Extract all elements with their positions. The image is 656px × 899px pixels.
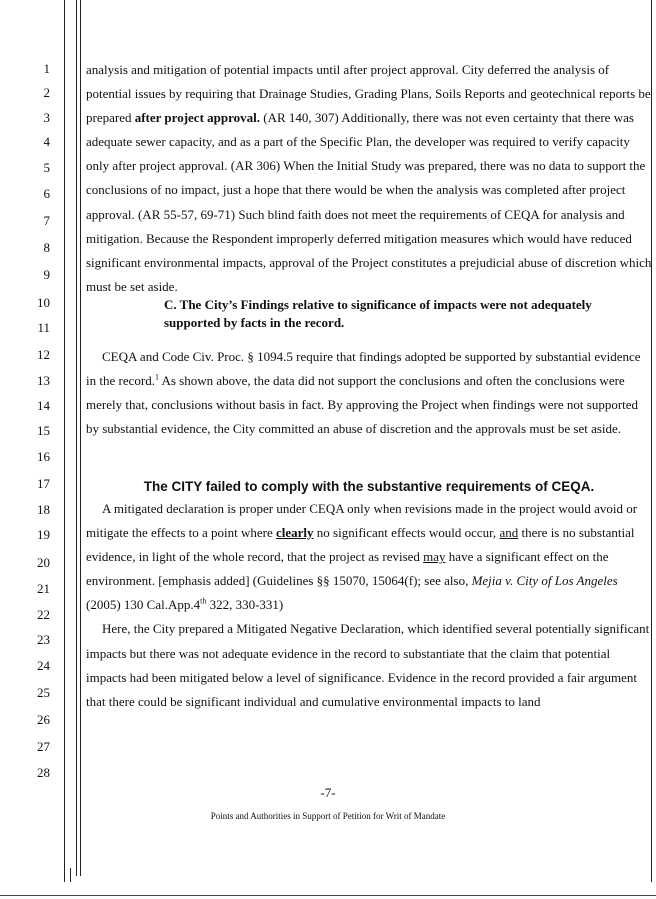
section-heading-ceqa: The CITY failed to comply with the substantive requirements of CEQA. <box>143 479 595 494</box>
line-number: 5 <box>43 160 50 175</box>
section-heading-c: C. The City’s Findings relative to significance of impacts were not adequately supported by facts in the record. <box>164 297 592 330</box>
line-number: 2 <box>43 85 50 100</box>
line-number: 4 <box>43 134 50 149</box>
line-number: 7 <box>43 213 50 228</box>
line-number: 18 <box>37 502 50 517</box>
emphasis-clearly: clearly <box>276 525 314 541</box>
line-number: 27 <box>37 739 50 754</box>
line-number: 24 <box>37 658 50 673</box>
line-number: 19 <box>37 527 50 542</box>
line-number: 8 <box>43 240 50 255</box>
line-number: 14 <box>37 398 50 413</box>
paragraph-mnd: Here, the City prepared a Mitigated Negative Declaration, which identified several potentially significant impacts but there was not adequate evidence in the record to substantiate that the claim that potential impacts had been mitigated below a level of significance. Evidence in the record provided a fair argument that there could be significant individual and cumulative environmental impacts to land <box>86 621 650 709</box>
margin-rule-inner-2 <box>80 0 81 876</box>
line-number: 17 <box>37 476 50 491</box>
bottom-tick-right <box>651 868 652 882</box>
line-number: 12 <box>37 347 50 362</box>
paragraph-text: A mitigated declaration is proper under CEQA only when revisions made in the project would avoid or mitigate the effects to a point where <box>86 501 638 541</box>
line-number: 1 <box>43 61 50 76</box>
line-number: 21 <box>37 581 50 596</box>
line-number: 26 <box>37 712 50 727</box>
bottom-tick-left-1 <box>64 868 65 882</box>
line-number: 22 <box>37 607 50 622</box>
document-body <box>86 58 652 299</box>
paragraph-text: there is no substantial evidence, in light of the whole record, that the project as revised <box>86 525 635 565</box>
paragraph-deferred-analysis <box>86 58 652 299</box>
paragraph-text: As shown above, the data did not support the conclusions and often the conclusions were merely that, conclusions without basis in fact. By approving the Project when findings were not supported by substantial evidence, the City committed an abuse of discretion and the approvals must be set aside. <box>86 373 639 437</box>
paragraph-text: (2005) 130 Cal.App.4 <box>86 597 201 613</box>
paragraph-text: 322, 330-331) <box>206 597 284 613</box>
line-number: 3 <box>43 110 50 125</box>
footnote-marker[interactable]: 1 <box>154 372 159 382</box>
page-number: -7- <box>320 785 336 800</box>
page-footer: Points and Authorities in Support of Petition for Writ of Mandate <box>210 811 446 821</box>
line-number: 9 <box>43 267 50 282</box>
paragraph-text: analysis and mitigation of potential impacts until after project approval. City deferred the analysis of potential issues by requiring that Drainage Studies, Grading Plans, Soils Reports and geotechnical reports be prepared <box>86 62 651 126</box>
page-bottom-edge <box>0 895 656 896</box>
line-number: 28 <box>37 765 50 780</box>
margin-rule-inner <box>76 0 77 876</box>
paragraph-text: CEQA and Code Civ. Proc. § 1094.5 require that findings adopted be supported by substantial evidence in the record. <box>86 349 641 389</box>
case-citation: Mejia v. City of Los Angeles <box>471 573 618 589</box>
margin-rule-outer <box>64 0 65 876</box>
paragraph-mitigated-declaration <box>86 497 652 617</box>
paragraph-findings <box>86 345 652 441</box>
line-number: 23 <box>37 632 50 647</box>
emphasis-and: and <box>499 525 519 541</box>
paragraph-text: have a significant effect on the environment. [emphasis added] (Guidelines §§ 15070, 15064(f); see also, <box>86 549 609 589</box>
emphasis-bold: after project approval. <box>134 110 261 126</box>
document-body-3 <box>86 497 652 714</box>
paragraph-text: no significant effects would occur, <box>313 525 500 541</box>
line-number: 13 <box>37 373 50 388</box>
line-number: 20 <box>37 555 50 570</box>
line-number: 16 <box>37 449 50 464</box>
line-number: 11 <box>37 320 50 335</box>
line-number: 6 <box>43 186 50 201</box>
paragraph-text: (AR 140, 307) Additionally, there was not even certainty that there was adequate sewer capacity, and as a part of the Specific Plan, the developer was required to verify capacity only after project approval. (AR 306) When the Initial Study was prepared, there was no data to support the conclusions of no impact, just a hope that there would be when the analysis was completed after project approval. (AR 55-57, 69-71) Such blind faith does not meet the requirements of CEQA for analysis and mitigation. Because the Respondent improperly deferred mitigation measures which would have reduced significant environmental impacts, approval of the Project constitutes a prejudicial abuse of discretion which must be set aside. <box>86 110 652 294</box>
line-number: 25 <box>37 685 50 700</box>
document-body-2 <box>86 345 652 441</box>
line-number: 15 <box>37 423 50 438</box>
ordinal-superscript: th <box>200 597 207 607</box>
line-number: 10 <box>37 295 50 310</box>
emphasis-may: may <box>423 549 446 565</box>
bottom-tick-left-2 <box>70 868 71 882</box>
